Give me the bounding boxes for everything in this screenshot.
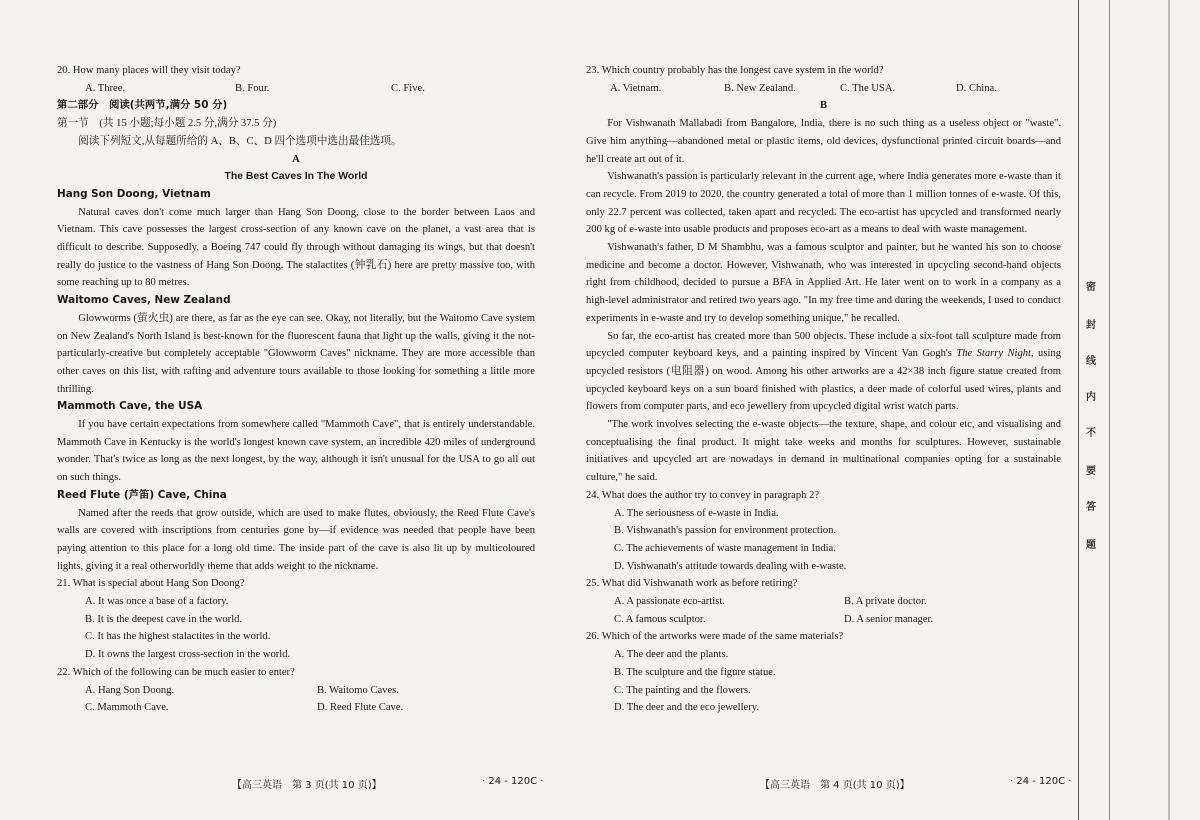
artwork-title: The Starry Night <box>956 348 1031 360</box>
option-d: D. It owns the largest cross-section in the world. <box>85 649 291 661</box>
option-a: A. Hang Son Doong. <box>85 684 175 696</box>
question-20-options <box>57 80 535 98</box>
binding-char: 封 <box>1086 320 1096 331</box>
option-d: D. Reed Flute Cave. <box>317 702 404 714</box>
passage-letter-a: A <box>292 153 300 165</box>
binding-strip <box>1078 0 1110 820</box>
binding-char: 线 <box>1086 356 1096 367</box>
option-b: B. A private doctor. <box>844 596 927 608</box>
option-b: B. Four. <box>235 82 270 94</box>
question-22-stem: 22. Which of the following can be much easier to enter? <box>57 666 295 678</box>
cave-paragraph: Glowworms (萤火虫) are there, as far as the eye can see. Okay, not literally, but the Waitomo Cave system on New Zealand's North Island is best-known for the fluorescent fauna that light up the walls, giving it the not-particularly-creative but completely acceptable "Glowworm Caves" nickname. They are more accessible than other caves on this list, with rafting and adventure tours available to those looking for something a little more thrilling. <box>57 312 535 395</box>
option-a: A. A passionate eco-artist. <box>614 596 725 608</box>
option-c: C. The painting and the flowers. <box>614 684 751 696</box>
option-a: A. Vietnam. <box>610 82 662 94</box>
option-c: C. The achievements of waste management in India. <box>614 542 836 554</box>
cave-heading: Reed Flute (芦笛) Cave, China <box>57 488 227 501</box>
cave-heading: Hang Son Doong, Vietnam <box>57 187 211 200</box>
option-c: C. Five. <box>391 82 425 94</box>
passage-letter-b: B <box>819 100 828 112</box>
cave-paragraph: Natural caves don't come much larger than Hang Son Doong, close to the border between Laos and Vietnam. This cave possesses the largest cross-section of any known cave on the planet, a vast area that is difficult to describe. Supposedly, a Boeing 747 could fly through without damaging its wings, but that doesn't really do justice to the vastness of Hang Son Doong. The stalactites (钟乳石) here are pretty massive too, with some reaching up to 80 metres. <box>57 206 535 289</box>
option-b: B. It is the deepest cave in the world. <box>85 613 243 625</box>
question-24-stem: 24. What does the author try to convey in paragraph 2? <box>586 489 820 501</box>
question-23-stem: 23. Which country probably has the longest cave system in the world? <box>586 65 884 76</box>
question-21-stem: 21. What is special about Hang Son Doong? <box>57 578 245 590</box>
option-b: B. New Zealand. <box>724 82 796 94</box>
passage-paragraph: Vishwanath's father, D M Shambhu, was a famous sculptor and painter, but he wanted his son to choose medicine and become a doctor. However, Vishwanath, who was interested in upcycling second-hand objects right from childhood, decided to pursue a BFA in Applied Art. He later went on to work in a company as a high-level administrator and retired two years ago. "In my free time and during the weekends, I used to conduct experiments in e-waste and try to develop something unique," he recalled. <box>586 242 1061 324</box>
cave-paragraph: If you have certain expectations from somewhere called "Mammoth Cave", that is entirely understandable. Mammoth Cave in Kentucky is the world's longest known cave system, an incredible 420 miles of underground wonder. That's twice as long as the next longest, by the way, although it isn't unusual for the USA to go all out on such things. <box>57 419 535 484</box>
right-column <box>586 62 1061 717</box>
page-code-left: · 24 - 120C · <box>482 776 544 787</box>
option-c: C. The USA. <box>840 82 896 94</box>
option-c: C. A famous sculptor. <box>614 613 706 625</box>
page-code-right: · 24 - 120C · <box>1010 776 1072 787</box>
passage-paragraph <box>586 328 1061 417</box>
option-c: C. It has the highest stalactites in the world. <box>85 631 271 643</box>
option-a: A. The deer and the plants. <box>614 649 729 661</box>
option-b: B. Vishwanath's passion for environment protection. <box>614 525 837 537</box>
option-d: D. A senior manager. <box>844 613 934 625</box>
option-b: B. Waitomo Caves. <box>317 684 399 696</box>
option-a: A. The seriousness of e-waste in India. <box>614 507 779 519</box>
cave-paragraph: Named after the reeds that grow outside, which are used to make flutes, obviously, the Reed Flute Cave's walls are covered with inscriptions from centuries gone by—if evidence was needed that people have been paying attention to this place for a long old time. The inside part of the cave is also lit up by multicoloured lights, giving it a real otherworldly theme that adds weight to the nickname. <box>57 507 535 572</box>
question-20-stem: 20. How many places will they visit today? <box>57 65 241 76</box>
section-one-heading: 第一节 (共 15 小题;每小题 2.5 分,满分 37.5 分) <box>57 118 277 130</box>
passage-paragraph: For Vishwanath Mallabadi from Bangalore, India, there is no such thing as a useless object or "waste". Give him anything—abandoned metal or plastic items, old devices, dysfunctional printed circuit boards—and he'll create art out of it. <box>586 118 1061 165</box>
article-title: The Best Caves In The World <box>224 171 368 183</box>
binding-char: 不 <box>1086 428 1096 439</box>
option-a: A. It was once a base of a factory. <box>85 596 229 608</box>
paragraph-text: So far, the eco-artist has created more than 500 objects. These include a six-foot tall sculpture made from upcycled computer keyboard keys, and a painting inspired by Vincent Van Gogh's <box>586 330 1061 360</box>
question-22-options-row2 <box>57 699 535 717</box>
page-footer-left: 【高三英语 第 3 页(共 10 页)】 <box>232 780 382 791</box>
option-d: D. Vishwanath's attitude towards dealing with e-waste. <box>614 560 847 572</box>
passage-paragraph: "The work involves selecting the e-waste objects—the texture, shape, and colour etc, and visualising and conceptualising the final product. It might take weeks and months for sculptures. However, sustainable initiatives and upcycled art are nowadays in demand in multinational companies opting for a sustainable culture," he said. <box>586 419 1061 484</box>
option-b: B. The sculpture and the figure statue. <box>614 666 776 678</box>
part-two-heading: 第二部分 阅读(共两节,满分 50 分) <box>57 99 228 112</box>
cave-heading: Mammoth Cave, the USA <box>57 400 203 413</box>
binding-char: 要 <box>1086 466 1096 477</box>
question-25-options-row2 <box>586 611 1061 629</box>
question-26-stem: 26. Which of the artworks were made of the same materials? <box>586 631 844 643</box>
page-edge-line <box>1168 0 1170 820</box>
passage-paragraph: Vishwanath's passion is particularly relevant in the current age, where India generates more e-waste than it can recycle. From 2019 to 2020, the country generated a total of more than 1 million tonnes of e-waste. Of this, only 22.7 percent was collected, taken apart and recycled. The eco-artist has upcycled and transformed nearly 200 kg of e-waste into usable products and proposes eco-art as a means to deal with waste management. <box>586 171 1061 236</box>
question-25-options-row1 <box>586 593 1061 611</box>
option-d: D. China. <box>956 82 997 94</box>
question-22-options-row1 <box>57 682 535 700</box>
question-25-stem: 25. What did Vishwanath work as before retiring? <box>586 578 798 590</box>
cave-heading: Waitomo Caves, New Zealand <box>57 294 231 307</box>
reading-instruction: 阅读下列短文,从每题所给的 A、B、C、D 四个选项中选出最佳选项。 <box>78 135 402 147</box>
binding-char: 密 <box>1086 282 1096 293</box>
paragraph-text: , using upcycled resistors (电阻器) on wood. Among his other artworks are a 42×38 inch figure statue created from upcycled keyboard keys on a sun board finished with plastics, a deer made of colorful used wires, plants and flowers from computer parts, and eco jewellery from upcycled digital wrist watch parts. <box>586 348 1061 413</box>
binding-char: 题 <box>1086 540 1096 551</box>
question-23-options <box>586 80 1061 98</box>
option-c: C. Mammoth Cave. <box>85 702 169 714</box>
option-d: D. The deer and the eco jewellery. <box>614 702 760 714</box>
left-column <box>57 62 535 717</box>
page-footer-right: 【高三英语 第 4 页(共 10 页)】 <box>760 780 910 791</box>
binding-char: 内 <box>1086 392 1096 403</box>
binding-char: 答 <box>1086 502 1096 513</box>
option-a: A. Three. <box>85 82 126 94</box>
